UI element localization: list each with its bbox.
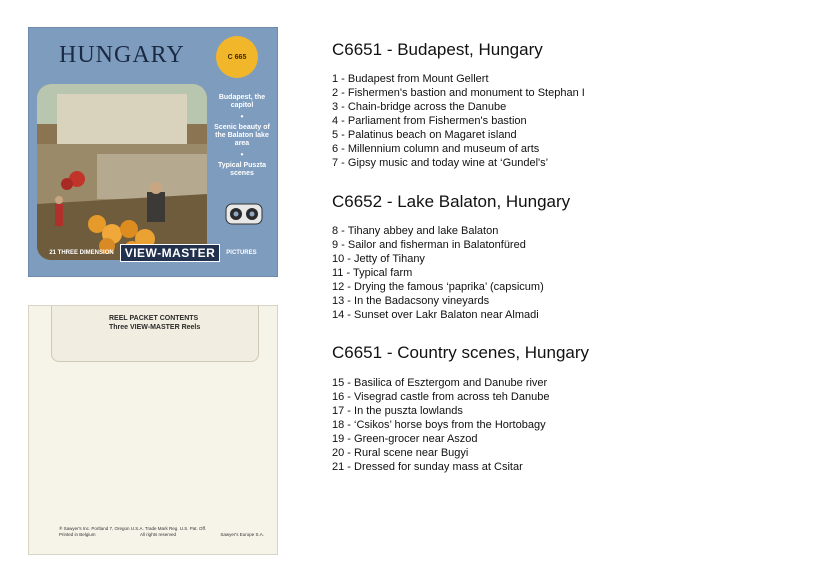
caption-balaton: Scenic beauty of the Balaton lake area bbox=[214, 124, 270, 147]
back-heading-line2: Three VIEW-MASTER Reels bbox=[109, 324, 201, 331]
list-item: 15 - Basilica of Esztergom and Danube river bbox=[332, 377, 548, 389]
section-items-budapest bbox=[332, 72, 585, 170]
packet-footer bbox=[29, 242, 277, 264]
back-footer-company: Sawyer's Europe S.A. bbox=[220, 532, 264, 537]
list-item: 11 - Typical farm bbox=[332, 267, 413, 279]
list-item: 2 - Fishermen's bastion and monument to Stephan I bbox=[332, 87, 585, 99]
packet-photo bbox=[37, 84, 207, 260]
footer-left-text: 21 THREE DIMENSION bbox=[49, 250, 114, 256]
packet-title: HUNGARY bbox=[59, 42, 185, 68]
back-footer-row bbox=[59, 532, 264, 538]
packet-code-badge bbox=[216, 36, 258, 78]
packet-back-image bbox=[28, 305, 278, 555]
back-footer-rights: All rights reserved bbox=[139, 532, 176, 537]
back-footer-printed: Printed in Belgium bbox=[59, 532, 96, 537]
list-item: 21 - Dressed for sunday mass at Csitar bbox=[332, 461, 523, 473]
packet-side-captions bbox=[210, 94, 274, 181]
list-item: 14 - Sunset over Lakr Balaton near Almadi bbox=[332, 309, 539, 321]
section-items-country bbox=[332, 376, 549, 474]
packet-code: C 665 bbox=[227, 53, 247, 61]
list-item: 4 - Parliament from Fishermen's bastion bbox=[332, 115, 527, 127]
caption-bullet: • bbox=[240, 150, 244, 159]
list-item: 5 - Palatinus beach on Magaret island bbox=[332, 129, 517, 141]
list-item: 8 - Tihany abbey and lake Balaton bbox=[332, 225, 499, 237]
section-title-country: C6651 - Country scenes, Hungary bbox=[332, 343, 590, 362]
list-item: 6 - Millennium column and museum of arts bbox=[332, 143, 540, 155]
section-title-balaton: C6652 - Lake Balaton, Hungary bbox=[332, 192, 571, 211]
section-items-balaton bbox=[332, 224, 544, 322]
village-scene-illustration bbox=[37, 84, 207, 260]
caption-budapest: Budapest, the capitol bbox=[218, 94, 266, 109]
viewmaster-viewer-icon bbox=[224, 198, 264, 228]
list-item: 16 - Visegrad castle from across teh Danube bbox=[332, 391, 550, 403]
list-item: 1 - Budapest from Mount Gellert bbox=[332, 73, 489, 85]
list-item: 12 - Drying the famous ‘paprika’ (capsicum) bbox=[332, 281, 544, 293]
back-heading-line1: REEL PACKET CONTENTS bbox=[109, 315, 199, 322]
list-item: 9 - Sailor and fisherman in Balatonfüred bbox=[332, 239, 526, 251]
viewmaster-logo: VIEW-MASTER bbox=[120, 244, 221, 262]
list-item: 13 - In the Badacsony vineyards bbox=[332, 295, 490, 307]
list-item: 17 - In the puszta lowlands bbox=[332, 405, 463, 417]
caption-bullet: • bbox=[240, 112, 244, 121]
back-heading bbox=[109, 314, 200, 332]
packet-front-image bbox=[28, 27, 278, 277]
list-item: 3 - Chain-bridge across the Danube bbox=[332, 101, 507, 113]
list-item: 18 - ‘Csikos’ horse boys from the Hortobagy bbox=[332, 419, 546, 431]
section-title-budapest: C6651 - Budapest, Hungary bbox=[332, 40, 543, 59]
list-item: 10 - Jetty of Tihany bbox=[332, 253, 425, 265]
list-item: 20 - Rural scene near Bugyi bbox=[332, 447, 469, 459]
list-item: 7 - Gipsy music and today wine at ‘Gundel's’ bbox=[332, 157, 549, 169]
back-footer bbox=[59, 526, 264, 538]
caption-puszta: Typical Puszta scenes bbox=[217, 162, 267, 177]
list-item: 19 - Green-grocer near Aszod bbox=[332, 433, 478, 445]
back-footer-line1: ® Sawyer's Inc. Portland 7, Oregon U.S.A. Trade Mark Reg. U.S. Pat. Off. bbox=[59, 526, 207, 531]
footer-right-text: PICTURES bbox=[226, 250, 257, 256]
